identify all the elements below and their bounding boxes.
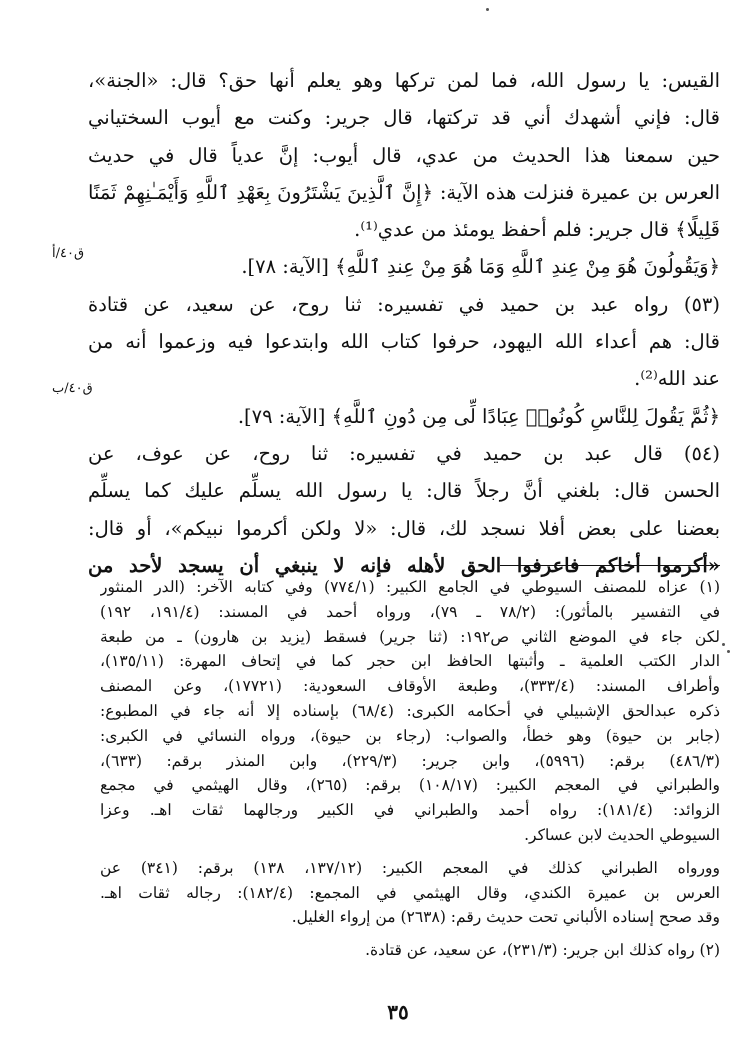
main-text <box>88 62 720 584</box>
text-line: عند الله⁽²⁾. <box>634 367 720 391</box>
verse-line: ﴿ثُمَّ يَقُولَ لِلنَّاسِ كُونُوا۟ عِبَادًا لِّى مِن دُونِ ٱللَّهِ﴾ [الآية: ٧٩]. <box>237 404 720 428</box>
footnote-line: ذكره عبدالحق الإشبيلي في أحكامه الكبرى: (٦٨/٤) بإسناده إلا أنه جاء في المطبوع: <box>100 701 720 720</box>
scan-speck <box>727 650 730 653</box>
footnote-line: وورواه الطبراني كذلك في المعجم الكبير: (١٣٧/١٢، ١٣٨) برقم: (٣٤١) عن <box>100 858 720 877</box>
footnote-line: وأطراف المسند: (٣٣٣/٤)، وطبعة الأوقاف السعودية: (١٧٧٢١)، وعن المصنف <box>100 677 720 696</box>
scan-speck <box>722 643 725 646</box>
footnote-line: الزوائد: (١٨١/٤): رواه أحمد والطبراني في الكبير ورجالهما ثقات اهـ. وعزا <box>100 801 720 820</box>
footnote-line: العرس بن عميرة الكندي، وقال الهيثمي في المجمع: (١٨٢/٤): رجاله ثقات اهـ. <box>100 883 720 902</box>
footnote-line: (١) عزاه للمصنف السيوطي في الجامع الكبير: (٧٧٤/١) وفي كتابه الآخر: (الدر المنثور <box>100 578 720 596</box>
text-line: قال: فإني أشهدك أني قد تركتها، قال جرير: وكنت مع أيوب السختياني <box>88 106 720 130</box>
text-line: العرس بن عميرة فنزلت هذه الآية: ﴿إِنَّ ٱلَّذِينَ يَشْتَرُونَ بِعَهْدِ ٱللَّهِ وَأَيْمَـٰنِهِمْ ثَمَنًا <box>88 180 720 204</box>
text-line: (٥٣) رواه عبد بن حميد في تفسيره: ثنا روح، عن سعيد، عن قتادة <box>88 292 720 316</box>
manuscript-folio-note: ق٤٠/ب <box>52 381 93 396</box>
text-line: بعضنا على بعض أفلا نسجد لك، قال: «لا ولكن أكرموا نبيكم»، أو قال: <box>88 516 720 540</box>
text-line: حين سمعنا هذا الحديث من عدي، قال أيوب: إنَّ عدياً قال في حديث <box>88 143 720 167</box>
text-line: (٥٤) قال عبد بن حميد في تفسيره: ثنا روح، عن عوف، عن <box>88 441 720 465</box>
footnote-spacer <box>100 848 720 856</box>
footnote-spacer <box>100 930 720 938</box>
footnote-line: (٢) رواه كذلك ابن جرير: (٢٣١/٣)، عن سعيد، عن قتادة. <box>365 941 720 960</box>
text-line: القيس: يا رسول الله، فما لمن تركها وهو يعلم أنها حق؟ قال: «الجنة»، <box>88 69 720 92</box>
text-line: قَلِيلًا﴾ قال جرير: فلم أحفظ يومئذ من عدي⁽¹⁾. <box>354 218 720 242</box>
footnote-line: والطبراني في المعجم الكبير: (١٠٨/١٧) برقم: (٢٦٥)، وقال الهيثمي في مجمع <box>100 776 720 795</box>
footnote-line: في التفسير بالمأثور): (٧٨/٢ ـ ٧٩)، ورواه أحمد في المسند: (١٩١/٤، ١٩٢) <box>100 602 720 621</box>
footnotes <box>100 575 720 963</box>
text-line: الحسن قال: بلغني أنَّ رجلاً قال: يا رسول الله يسلِّم عليك كما يسلِّم <box>88 479 720 503</box>
text-line: قال: هم أعداء الله اليهود، حرفوا كتاب الله وابتدعوا فيه وزعموا أنه من <box>88 330 720 354</box>
footnote-line: الدار الكتب العلمية ـ وأثبتها الحافظ ابن حجر كما في إتحاف المهرة: (١٣٥/١١)، <box>100 652 720 671</box>
footnote-line: السيوطي الحديث لابن عساكر. <box>524 825 720 844</box>
footnote-line: وقد صحح إسناده الألباني تحت حديث رقم: (٢٦٣٨) من إرواء الغليل. <box>291 908 720 927</box>
footnote-line: (جابر بن حيوة) وهو خطأ، والصواب: (رجاء بن حيوة)، ورواه النسائي في الكبرى: <box>100 726 720 745</box>
verse-line: ﴿وَيَقُولُونَ هُوَ مِنْ عِندِ ٱللَّهِ وَمَا هُوَ مِنْ عِندِ ٱللَّهِ﴾ [الآية: ٧٨]. <box>241 255 720 279</box>
text-line: «أكرموا أخاكم فاعرفوا الحق لأهله فإنه لا ينبغي أن يسجد لأحد من <box>88 553 720 577</box>
manuscript-folio-note: ق٤٠/أ <box>52 246 85 261</box>
page-number: ٣٥ <box>387 1000 409 1024</box>
footnote-divider <box>500 565 720 566</box>
footnote-line: لكن جاء في الموضع الثاني ص١٩٢: (ثنا جرير) فسقط (يزيد بن هارون) ـ من طبعة <box>100 627 720 646</box>
footnote-line: (٤٨٦/٣) برقم: (٥٩٩٦)، وابن جرير: (٢٢٩/٣)، وابن المنذر برقم: (٦٣٣)، <box>100 751 720 770</box>
scan-speck <box>486 8 489 11</box>
